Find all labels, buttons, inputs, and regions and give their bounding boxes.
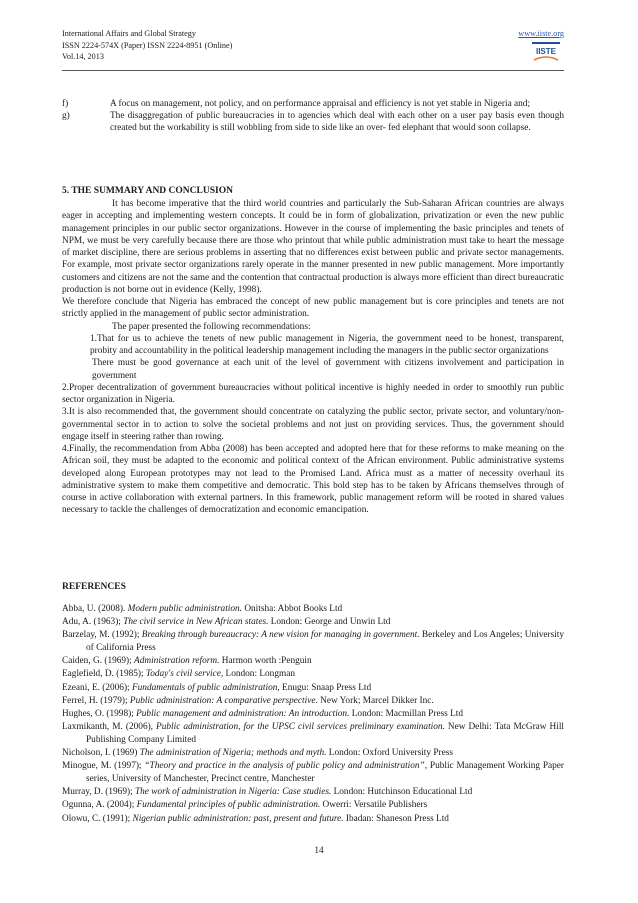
references-heading: REFERENCES bbox=[62, 582, 126, 592]
recommendation: 4.Finally, the recommendation from Abba (2008) has been accepted and adopted here that for these reforms to make meaning on the African soil, they must be adapted to the economic and political context of the African environment. Public administrative systems developed along European prototypes may not lead to the Promised Land. Africa must as a matter of necessity overhaul its administrative system to make them competitive and democratic. This bold step has to be taken by Africans themselves through of course in active collaboration with external partners. In this framework, public management reform will be rooted in shared values necessary to tackle the challenges of democratization and economic emancipation. bbox=[62, 444, 564, 516]
paragraph: The paper presented the following recommendations: bbox=[112, 321, 311, 332]
list-text: A focus on management, not policy, and on performance appraisal and efficiency is not yet stable in Nigeria and; bbox=[110, 99, 531, 109]
journal-name: International Affairs and Global Strategy bbox=[62, 29, 196, 38]
recommendation: There must be good governance at each unit of the level of government with citizens involvement and participation in government bbox=[92, 358, 564, 381]
iiste-logo bbox=[530, 40, 562, 64]
paragraph: We therefore conclude that Nigeria has embraced the concept of new public management but is core principles and tenets are not strictly applied in the management of public sector administration. bbox=[62, 297, 564, 320]
reference-entry: Eaglefield, D. (1985); Today's civil service, London: Longman bbox=[62, 669, 295, 680]
running-header bbox=[62, 28, 564, 63]
logo-lettering: IISTE bbox=[535, 47, 557, 56]
paragraph: It has become imperative that the third world countries and particularly the Sub-Saharan African countries are always eager in accepting and implementing western concepts. It could be in form of globalization, privatization or even the new public management principles in our public sector organizations. However in the course of implementing the basic principles and tenets of NPM, we must be very carefully because there are those who printout that while public administration must take to heart the message of market discipline, there are serious problems in asserting that no differences exist between public and private sector managements. For example, most private sector organizations rarely operate in the manner presented in new public management. More importantly customers and citizens are not the same and the contention that contractual production is always more efficient than direct bureaucratic production is not borne out in evidence (Kelly, 1998). bbox=[62, 199, 564, 295]
list-text: The disaggregation of public bureaucracies in to agencies which deal with each other on a user pay basis even though created but the workability is still wobbling from side to side like an over- fed elephant that would soon collapse. bbox=[110, 111, 564, 134]
reference-entry: Caiden, G. (1969); Administration reform. Harmon worth :Penguin bbox=[62, 656, 312, 667]
reference-entry: Barzelay, M. (1992); Breaking through bureaucracy: A new vision for managing in government. Berkeley and Los Angeles; University of California Press bbox=[62, 630, 564, 654]
list-item bbox=[62, 98, 564, 110]
recommendation: 1.That for us to achieve the tenets of new public management in Nigeria, the government need to be honest, transparent, probity and accountability in the political leadership management including the managers in the public sector organizations bbox=[90, 333, 564, 356]
section-heading: 5. THE SUMMARY AND CONCLUSION bbox=[62, 186, 233, 196]
reference-entry: Olowu, C. (1991); Nigerian public administration: past, present and future. Ibadan: Shaneson Press Ltd bbox=[62, 813, 449, 824]
reference-entry: Ogunna, A. (2004); Fundamental principles of public administration. Owerri: Versatile Publishers bbox=[62, 800, 428, 811]
reference-entry: Hughes, O. (1998); Public management and administration: An introduction. London: Macmillan Press Ltd bbox=[62, 708, 464, 719]
reference-entry: Murray, D. (1969); The work of administration in Nigeria: Case studies. London: Hutchinson Educational Ltd bbox=[62, 787, 473, 798]
reference-entry: Laxmikanth, M. (2006), Public administration, for the UPSC civil services preliminary examination. New Delhi: Tata McGraw Hill Publishing Company Limited bbox=[62, 721, 565, 745]
reference-entry: Ezeani, E. (2006); Fundamentals of public administration, Enugu: Snaap Press Ltd bbox=[62, 682, 372, 693]
reference-list bbox=[62, 603, 564, 826]
reference-entry: Minogue, M. (1997); “Theory and practice in the analysis of public policy and administration”, Public Management Working Paper series, University of Manchester, Precinct centre, Manchester bbox=[62, 761, 564, 785]
header-rule bbox=[62, 70, 564, 71]
reference-entry: Abba, U. (2008). Modern public administration. Onitsha: Abbot Books Ltd bbox=[62, 604, 343, 614]
recommendation: 2.Proper decentralization of government bureaucracies without political incentive is highly needed in order to smoothly run public sector organization in Nigeria. bbox=[62, 382, 564, 405]
reference-entry: Adu, A. (1963); The civil service in New African states. London: George and Unwin Ltd bbox=[62, 617, 391, 628]
item-list bbox=[62, 98, 564, 135]
list-item bbox=[62, 110, 564, 134]
section-body bbox=[62, 198, 564, 517]
page-number: 14 bbox=[314, 846, 324, 856]
volume-line: Vol.14, 2013 bbox=[62, 52, 104, 61]
issn-line: ISSN 2224-574X (Paper) ISSN 2224-8951 (Online) bbox=[62, 40, 233, 50]
list-marker: g) bbox=[62, 111, 70, 122]
list-marker: f) bbox=[62, 99, 69, 109]
reference-entry: Ferrel, H. (1979); Public administration: A comparative perspective. New York; Marcel Dikker Inc. bbox=[62, 695, 434, 706]
journal-url-link[interactable]: www.iiste.org bbox=[518, 29, 564, 38]
recommendation: 3.It is also recommended that, the government should concentrate on catalyzing the public sector, private sector, and voluntary/non-governmental sector in to action to solve the societal problems and not just on providing services. Thus, the government should engage itself in steering rather than rowing. bbox=[62, 407, 564, 442]
reference-entry: Nicholson, I. (1969) The administration of Nigeria; methods and myth. London: Oxford University Press bbox=[62, 748, 453, 759]
